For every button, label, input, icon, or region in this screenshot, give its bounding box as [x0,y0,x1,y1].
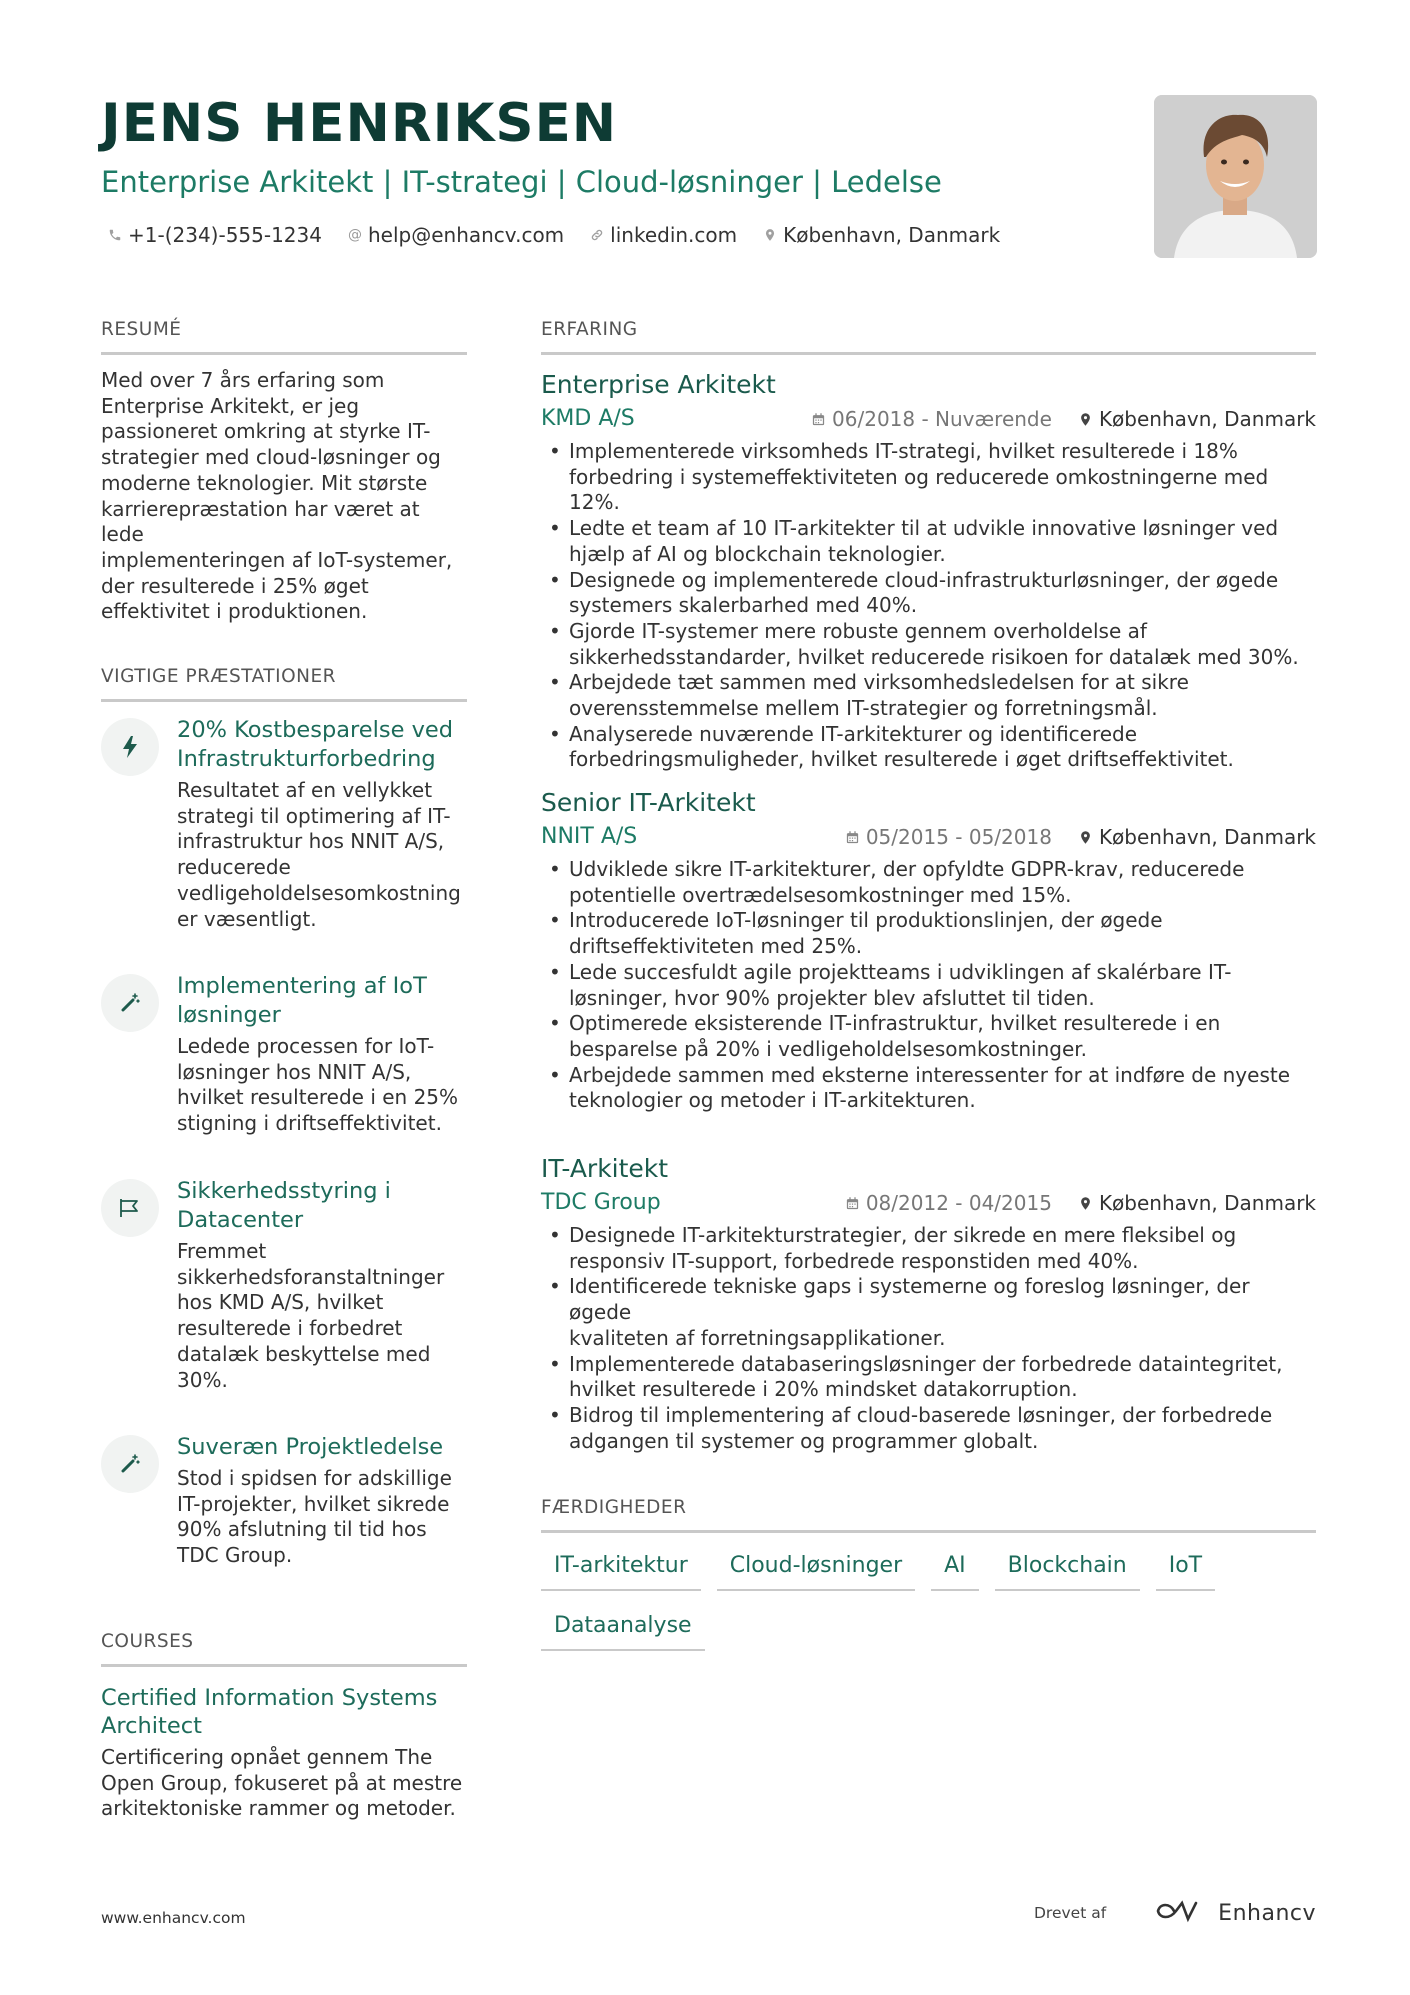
course-title [101,1684,467,1740]
course-desc-line: arkitektoniske rammer og metoder. [101,1796,456,1821]
job-title: IT-Arkitekt [541,1154,669,1183]
resume-heading: RESUMÉ [101,319,182,340]
skill-tag: IT-arkitektur [541,1547,701,1591]
course-desc-line: Open Group, fokuseret på at mestre [101,1770,463,1795]
job-meta [845,1191,1316,1215]
calendar-icon [845,830,860,845]
job-dates-text: 05/2015 - 05/2018 [865,825,1052,849]
achievement-desc-line: infrastruktur hos NNIT A/S, [177,829,445,854]
achievement-desc-line: sikkerhedsforanstaltninger [177,1264,445,1289]
achievements-heading-block [101,665,467,702]
job-company: KMD A/S [541,406,635,431]
skill-tag: IoT [1156,1547,1215,1591]
summary-line: Enterprise Arkitekt, er jeg [101,393,360,418]
candidate-name: JENS HENRIKSEN [101,93,618,154]
phone-icon [108,228,122,242]
job-bullet: • Designede og implementerede cloud-infrastrukturløsninger, der øgede systemers skalerbarhed med 40%. [569,568,1316,619]
course-desc-line: Certificering opnået gennem The [101,1745,433,1769]
resume-heading-block [101,318,467,355]
location-pin-icon [1078,829,1093,846]
summary-line: strategier med cloud-løsninger og [101,445,441,470]
experience-divider [541,352,1316,355]
job-title: Senior IT-Arkitekt [541,788,756,817]
achievements-heading: VIGTIGE PRÆSTATIONER [101,666,337,687]
job-dates [845,1191,1052,1215]
courses-heading: COURSES [101,1631,194,1652]
job-entry [541,787,1316,1114]
job-dates-text: 06/2018 - Nuværende [832,407,1052,431]
achievement-desc-line: strategi til optimering af IT- [177,803,451,828]
achievement-title-line: Datacenter [177,1207,304,1233]
achievement-desc-line: er væsentligt. [177,906,317,931]
course-description [101,1745,481,1822]
achievement-desc-line: Ledede processen for IoT- [177,1034,435,1058]
job-location-text: København, Danmark [1098,1191,1316,1215]
job-bullet: • Lede succesfuldt agile projektteams i udviklingen af skalérbare IT- løsninger, hvor 90% projekter blev afsluttet til tiden. [569,960,1316,1011]
summary-line: der resulterede i 25% øget [101,573,369,598]
summary-line: implementeringen af IoT-systemer, [101,547,453,572]
job-location [1078,407,1316,431]
courses-divider [101,1664,467,1667]
achievement-desc-line: hvilket resulterede i en 25% [177,1085,459,1110]
contact-email[interactable] [348,221,564,249]
brand-name[interactable]: Enhancv [1218,1900,1316,1926]
achievement-desc-line: hos KMD A/S, hvilket [177,1290,384,1315]
link-icon [590,228,604,242]
job-dates [811,407,1052,431]
job-location [1078,1191,1316,1215]
courses-heading-block [101,1630,467,1667]
profile-photo [1154,95,1317,258]
job-bullet: • Optimerede eksisterende IT-infrastruktur, hvilket resulterede i en besparelse på 20% i vedligeholdelsesomkostninger. [569,1011,1316,1062]
job-bullet: • Bidrog til implementering af cloud-baserede løsninger, der forbedrede adgangen til systemer og programmer globalt. [569,1403,1316,1454]
skill-tag: Blockchain [995,1547,1140,1591]
linkedin-text: linkedin.com [610,223,738,247]
job-bullet: • Analyserede nuværende IT-arkitekturer og identificerede forbedringsmuligheder, hvilket resulterede i øget driftseffektivitet. [569,722,1316,773]
job-subheader [541,405,1316,433]
job-bullet: • Introducerede IoT-løsninger til produktionslinjen, der øgede driftseffektiviteten med 25%. [569,908,1316,959]
contact-linkedin[interactable] [590,221,737,249]
achievement-title [177,1177,477,1235]
achievement-desc-line: TDC Group. [177,1543,293,1568]
job-bullet: • Ledte et team af 10 IT-arkitekter til at udvikle innovative løsninger ved hjælp af AI og blockchain teknologier. [569,516,1316,567]
calendar-icon [845,1196,860,1211]
enhancv-logo-icon [1154,1899,1200,1927]
achievement-desc-line: stigning i driftseffektivitet. [177,1111,442,1136]
footer-branding [1034,1899,1316,1927]
magic-wand-icon [101,1435,159,1493]
achievement-title-line: løsninger [177,1002,281,1028]
summary-line: karrierepræstation har været at lede [101,496,420,547]
job-bullets [541,439,1316,773]
contact-bar [108,221,1000,249]
job-bullet: • Gjorde IT-systemer mere robuste gennem overholdelse af sikkerhedsstandarder, hvilket reducerede risikoen for datalæk med 30%. [569,619,1316,670]
skill-tag: Dataanalyse [541,1607,705,1651]
job-location-text: København, Danmark [1098,825,1316,849]
job-location-text: København, Danmark [1098,407,1316,431]
bolt-icon [101,718,159,776]
job-bullet: • Arbejdede sammen med eksterne interessenter for at indføre de nyeste teknologier og metoder i IT-arkitekturen. [569,1063,1316,1114]
achievement-title [177,1433,477,1462]
footer-website[interactable]: www.enhancv.com [101,1909,246,1927]
job-bullet: • Implementerede virksomheds IT-strategi, hvilket resulterede i 18% forbedring i systemeffektiviteten og reducerede omkostningerne med 12%. [569,439,1316,516]
achievement-title-line: Sikkerhedsstyring i [177,1178,391,1204]
powered-by-text: Drevet af [1034,1904,1107,1922]
job-dates [845,825,1052,849]
achievement-title-line: Implementering af IoT [177,973,427,999]
job-company: TDC Group [541,1190,661,1215]
magic-wand-icon [101,974,159,1032]
phone-text: +1-(234)-555-1234 [128,223,322,247]
experience-heading: ERFARING [541,319,638,340]
job-bullet: • Designede IT-arkitekturstrategier, der sikrede en mere fleksibel og responsiv IT-support, forbedrede responstiden med 40%. [569,1223,1316,1274]
job-company: NNIT A/S [541,824,638,849]
flag-icon [101,1179,159,1237]
job-meta [811,407,1316,431]
course-title-line: Certified Information Systems [101,1685,438,1711]
achievement-desc-line: 90% afslutning til tid hos [177,1517,427,1542]
job-bullets [541,857,1316,1114]
achievement-desc-line: Fremmet [177,1239,267,1263]
job-title: Enterprise Arkitekt [541,370,776,399]
achievement-desc-line: Stod i spidsen for adskillige [177,1466,452,1490]
skills-divider [541,1530,1316,1533]
calendar-icon [811,412,826,427]
achievement-title-line: Infrastrukturforbedring [177,746,436,772]
skills-heading-block [541,1496,1316,1533]
achievement-title-line: Suveræn Projektledelse [177,1434,444,1460]
job-bullet: • Arbejdede tæt sammen med virksomhedsledelsen for at sikre overensstemmelse mellem IT-strategier og forretningsmål. [569,670,1316,721]
achievement-desc-line: løsninger hos NNIT A/S, [177,1059,412,1084]
achievement-desc-line: IT-projekter, hvilket sikrede [177,1491,450,1516]
achievement-desc-line: 30%. [177,1367,228,1392]
location-text: København, Danmark [783,223,1001,247]
summary-line: effektivitet i produktionen. [101,599,368,624]
job-entry [541,369,1316,773]
achievement-desc-line: Resultatet af en vellykket [177,778,433,802]
summary-line: moderne teknologier. Mit største [101,470,428,495]
experience-heading-block [541,318,1316,355]
location-pin-icon [1078,411,1093,428]
achievement-desc-line: datalæk beskyttelse med [177,1341,431,1366]
skill-tag: Cloud-løsninger [717,1547,915,1591]
skills-list [541,1547,1316,1651]
skill-tag: AI [931,1547,979,1591]
job-bullets [541,1223,1316,1454]
headline: Enterprise Arkitekt | IT-strategi | Cloud-løsninger | Ledelse [101,165,942,199]
achievement-desc-line: vedligeholdelsesomkostning [177,880,461,905]
email-text: help@enhancv.com [367,223,565,247]
job-meta [845,825,1316,849]
contact-phone[interactable] [108,221,322,249]
achievement-description [177,1466,467,1569]
achievement-description [177,1239,467,1393]
achievement-title-line: 20% Kostbesparelse ved [177,717,454,743]
job-bullet: • Implementerede databaseringsløsninger der forbedrede dataintegritet, hvilket resulterede i 20% mindsket datakorruption. [569,1352,1316,1403]
job-bullet: • Udviklede sikre IT-arkitekturer, der opfyldte GDPR-krav, reducerede potentielle overtrædelsesomkostninger med 15%. [569,857,1316,908]
resume-divider [101,352,467,355]
achievement-desc-line: reducerede [177,855,291,880]
location-pin-icon [763,228,777,242]
achievement-description [177,1034,467,1137]
summary-line: passioneret omkring at styrke IT- [101,419,431,444]
job-subheader [541,823,1316,851]
at-icon: @ [347,227,362,243]
job-entry [541,1153,1316,1454]
course-title-line: Architect [101,1713,202,1739]
job-subheader [541,1189,1316,1217]
achievement-desc-line: resulterede i forbedret [177,1316,403,1341]
achievement-description [177,778,467,932]
job-location [1078,825,1316,849]
location-pin-icon [1078,1195,1093,1212]
contact-location [763,221,1000,249]
resume-summary [101,368,467,625]
summary-line: Med over 7 års erfaring som [101,368,385,392]
job-bullet: • Identificerede tekniske gaps i systemerne og foreslog løsninger, der øgede kvaliteten af forretningsapplikationer. [569,1274,1316,1351]
achievement-title [177,716,477,774]
job-dates-text: 08/2012 - 04/2015 [865,1191,1052,1215]
skills-heading: FÆRDIGHEDER [541,1497,687,1518]
achievement-title [177,972,477,1030]
achievements-divider [101,699,467,702]
